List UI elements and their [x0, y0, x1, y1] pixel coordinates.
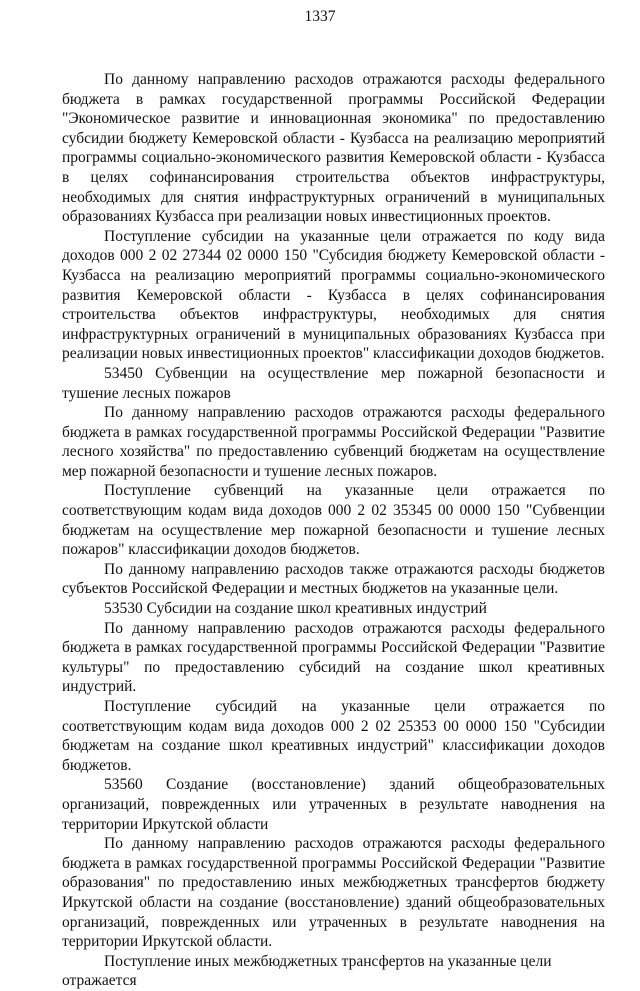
- paragraph-9: Поступление иных межбюджетных трансфертов на указанные цели отражается: [62, 952, 552, 990]
- paragraph-5: По данному направлению расходов также отражаются расходы бюджетов субъектов Российской Федерации и местных бюджетов на указанные цели.: [62, 560, 605, 598]
- paragraph-6: По данному направлению расходов отражаются расходы федерального бюджета в рамках государственной программы Российской Федерации "Развитие культуры" по предоставлению субсидий на создание школ креативных индустрий.: [62, 619, 605, 696]
- paragraph-7: Поступление субсидий на указанные цели отражается по соответствующим кодам вида доходов 000 2 02 25353 00 0000 150 "Субсидии бюджетам на создание школ креативных индустрий" классификации доходов бюджетов.: [62, 698, 605, 774]
- section-heading-53530: 53530 Субсидии на создание школ креативных индустрий: [104, 600, 487, 618]
- paragraph-8: По данному направлению расходов отражаются расходы федерального бюджета в рамках государственной программы Российской Федерации "Развитие образования" по предоставлению иных межбюджетных трансфертов бюджету Иркутской области на создание (восстановление) зданий общеобразовательных организаций, поврежденных или утраченных в результате наводнения на территории Иркутской области.: [62, 835, 605, 951]
- section-heading-53450: 53450 Субвенции на осуществление мер пожарной безопасности и тушение лесных пожаров: [62, 364, 605, 402]
- paragraph-3: По данному направлению расходов отражаются расходы федерального бюджета в рамках государственной программы Российской Федерации "Развитие лесного хозяйства" по предоставлению субвенций бюджетам на осуществление мер пожарной безопасности и тушение лесных пожаров.: [62, 404, 605, 480]
- paragraph-4: Поступление субвенций на указанные цели отражается по соответствующим кодам вида доходов 000 2 02 35345 00 0000 150 "Субвенции бюджетам на осуществление мер пожарной безопасности и тушение лесных пожаров" классификации доходов бюджетов.: [62, 482, 605, 559]
- section-heading-53560: 53560 Создание (восстановление) зданий общеобразовательных организаций, поврежденных или утраченных в результате наводнения на территории Иркутской области: [62, 776, 605, 833]
- paragraph-2: Поступление субсидии на указанные цели отражается по коду вида доходов 000 2 02 27344 02 0000 150 "Субсидия бюджету Кемеровской области - Кузбасса на реализацию мероприятий программы социально-экономического развития Кемеровской области - Кузбасса в целях софинансирования строительства объектов инфраструктуры, необходимых для снятия инфраструктурных ограничений в муниципальных образованиях Кузбасса при реализации новых инвестиционных проектов" классификации доходов бюджетов.: [62, 227, 605, 363]
- document-body: [62, 70, 605, 991]
- paragraph-1: По данному направлению расходов отражаются расходы федерального бюджета в рамках государственной программы Российской Федерации "Экономическое развитие и инновационная экономика" по предоставлению субсидии бюджету Кемеровской области - Кузбасса на реализацию мероприятий программы социально-экономического развития Кемеровской области - Кузбасса в целях софинансирования строительства объектов инфраструктуры, необходимых для снятия инфраструктурных ограничений в муниципальных образованиях Кузбасса при реализации новых инвестиционных проектов.: [62, 71, 605, 226]
- page-number: 1337: [304, 8, 336, 25]
